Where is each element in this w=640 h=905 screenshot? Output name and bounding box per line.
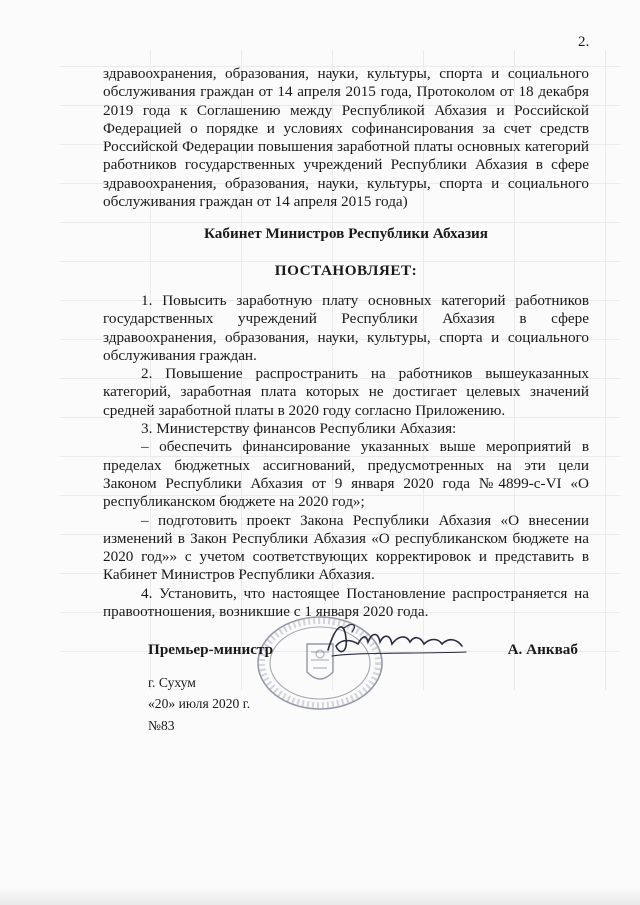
decree-number: №83	[148, 718, 175, 733]
signature-block	[148, 641, 588, 671]
item-3-bullet-2: – подготовить проект Закона Республики Абхазия «О внесении изменений в Закон Республики Абхазия «О республиканском бюджете на 2020 год»» с учетом соответствующих корректировок и представить в Кабинет Министров Республики Абхазия.	[103, 511, 589, 584]
intro-paragraph: здравоохранения, образования, науки, культуры, спорта и социального обслуживания граждан от 14 апреля 2015 года, Протоколом от 18 декабря 2019 года к Соглашению между Республикой Абхазия и Российской Федерацией о порядке и условиях софинансирования за счет средств Российской Федерации повышения заработной платы основных категорий работников государственных учреждений Республики Абхазия в сфере здравоохранения, образования, науки, культуры, спорта и социального обслуживания граждан от 14 апреля 2015 года)	[103, 65, 589, 211]
decree-heading: ПОСТАНОВЛЯЕТ:	[274, 261, 418, 279]
item-4: 4. Установить, что настоящее Постановление распространяется на правоотношения, возникшие с 1 января 2020 года.	[103, 584, 589, 621]
page-number: 2.	[578, 34, 590, 50]
item-3-bullet-1: – обеспечить финансирование указанных выше мероприятий в пределах бюджетных ассигнований, предусмотренных на эти цели Законом Республики Абхазия от 9 января 2020 года №4899-с-VI «О республиканском бюджете на 2020 год»;	[103, 438, 589, 511]
date-line: «20» июля 2020 г.	[148, 696, 251, 711]
issuer-heading: Кабинет Министров Республики Абхазия	[203, 225, 489, 243]
document-body	[103, 65, 589, 621]
signer-role: Премьер-министр	[148, 641, 274, 658]
city-line: г. Сухум	[148, 675, 196, 690]
scan-edge-shadow	[0, 887, 640, 905]
signer-name: А. Анкваб	[507, 641, 578, 658]
item-1: 1. Повысить заработную плату основных категорий работников государственных учреждений Республики Абхазия в сфере здравоохранения, образования, науки, культуры, спорта и социального обслуживания граждан.	[103, 291, 589, 364]
item-3: 3. Министерству финансов Республики Абхазия:	[141, 420, 457, 438]
item-2: 2. Повышение распространить на работников вышеуказанных категорий, заработная плата которых не достигает целевых значений средней заработной платы в 2020 году согласно Приложению.	[103, 365, 589, 419]
